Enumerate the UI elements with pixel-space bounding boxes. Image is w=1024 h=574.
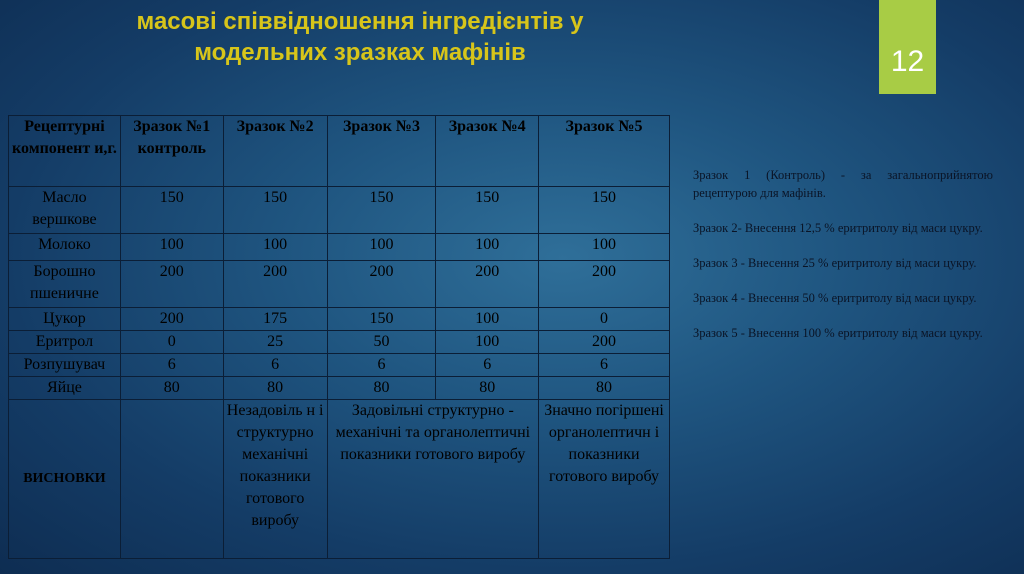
page-number-badge: 12 xyxy=(879,0,936,94)
table-cell: 150 xyxy=(327,308,436,331)
table-cell: 150 xyxy=(539,187,670,234)
slide-title xyxy=(40,6,680,68)
table-row xyxy=(9,234,670,261)
row-label: Масло вершкове xyxy=(9,187,121,234)
table-cell: 6 xyxy=(120,354,223,377)
table-cell: 80 xyxy=(120,377,223,400)
table-cell: 150 xyxy=(223,187,327,234)
table-cell: 200 xyxy=(539,261,670,308)
conclusion-sample-2: Незадовіль н і структурно механічні показники готового виробу xyxy=(223,400,327,559)
header-cell: Зразок №3 xyxy=(327,116,436,187)
table-row xyxy=(9,187,670,234)
table-row xyxy=(9,331,670,354)
conclusion-sample-5: Значно погіршені органолептичн і показники готового виробу xyxy=(539,400,670,559)
table-cell: 6 xyxy=(223,354,327,377)
conclusions-row xyxy=(9,400,670,559)
table-cell: 100 xyxy=(223,234,327,261)
row-label: Борошно пшеничне xyxy=(9,261,121,308)
table-cell: 0 xyxy=(539,308,670,331)
header-cell: Зразок №4 xyxy=(436,116,539,187)
table-cell: 100 xyxy=(120,234,223,261)
table-cell: 100 xyxy=(436,331,539,354)
table-cell: 100 xyxy=(539,234,670,261)
table-header-row xyxy=(9,116,670,187)
sample-note: Зразок 1 (Контроль) - за загальноприйнятою рецептурою для мафінів. xyxy=(693,168,993,200)
table-cell: 150 xyxy=(436,187,539,234)
table-cell: 80 xyxy=(327,377,436,400)
table-row xyxy=(9,308,670,331)
sample-note: Зразок 4 - Внесення 50 % еритритолу від маси цукру. xyxy=(693,291,977,305)
table-cell: 200 xyxy=(327,261,436,308)
header-cell: Рецептурні компонент и,г. xyxy=(9,116,121,187)
sample-note: Зразок 2- Внесення 12,5 % еритритолу від маси цукру. xyxy=(693,221,983,235)
header-cell: Зразок №5 xyxy=(539,116,670,187)
row-label: Цукор xyxy=(9,308,121,331)
table-cell: 6 xyxy=(436,354,539,377)
table-cell: 200 xyxy=(539,331,670,354)
sample-note: Зразок 3 - Внесення 25 % еритритолу від маси цукру. xyxy=(693,256,977,270)
slide-title-line-2: модельних зразках мафінів xyxy=(194,39,526,66)
table-cell: 80 xyxy=(436,377,539,400)
sample-notes xyxy=(693,166,993,359)
table-cell: 100 xyxy=(436,234,539,261)
table-cell: 6 xyxy=(539,354,670,377)
row-label: Молоко xyxy=(9,234,121,261)
header-cell: Зразок №2 xyxy=(223,116,327,187)
table-cell: 200 xyxy=(223,261,327,308)
table-cell: 100 xyxy=(436,308,539,331)
slide-title-line-1: масові співвідношення інгредієнтів у xyxy=(136,8,584,35)
table-cell: 175 xyxy=(223,308,327,331)
table-cell: 200 xyxy=(436,261,539,308)
sample-note: Зразок 5 - Внесення 100 % еритритолу від маси цукру. xyxy=(693,326,983,340)
table-row xyxy=(9,261,670,308)
header-cell: Зразок №1 контроль xyxy=(120,116,223,187)
row-label: Розпушувач xyxy=(9,354,121,377)
table-cell: 80 xyxy=(223,377,327,400)
table-cell: 50 xyxy=(327,331,436,354)
table-cell: 0 xyxy=(120,331,223,354)
table-cell: 25 xyxy=(223,331,327,354)
conclusion-sample-1 xyxy=(120,400,223,559)
row-label: Еритрол xyxy=(9,331,121,354)
table-cell: 150 xyxy=(327,187,436,234)
table-cell: 150 xyxy=(120,187,223,234)
ingredients-table xyxy=(8,115,670,559)
conclusion-samples-3-4: Задовільні структурно - механічні та органолептичні показники готового виробу xyxy=(327,400,538,559)
table-cell: 200 xyxy=(120,308,223,331)
table-cell: 80 xyxy=(539,377,670,400)
conclusions-label: ВИСНОВКИ xyxy=(9,400,121,559)
table-cell: 6 xyxy=(327,354,436,377)
table-cell: 100 xyxy=(327,234,436,261)
table-cell: 200 xyxy=(120,261,223,308)
table-row xyxy=(9,377,670,400)
table-row xyxy=(9,354,670,377)
row-label: Яйце xyxy=(9,377,121,400)
